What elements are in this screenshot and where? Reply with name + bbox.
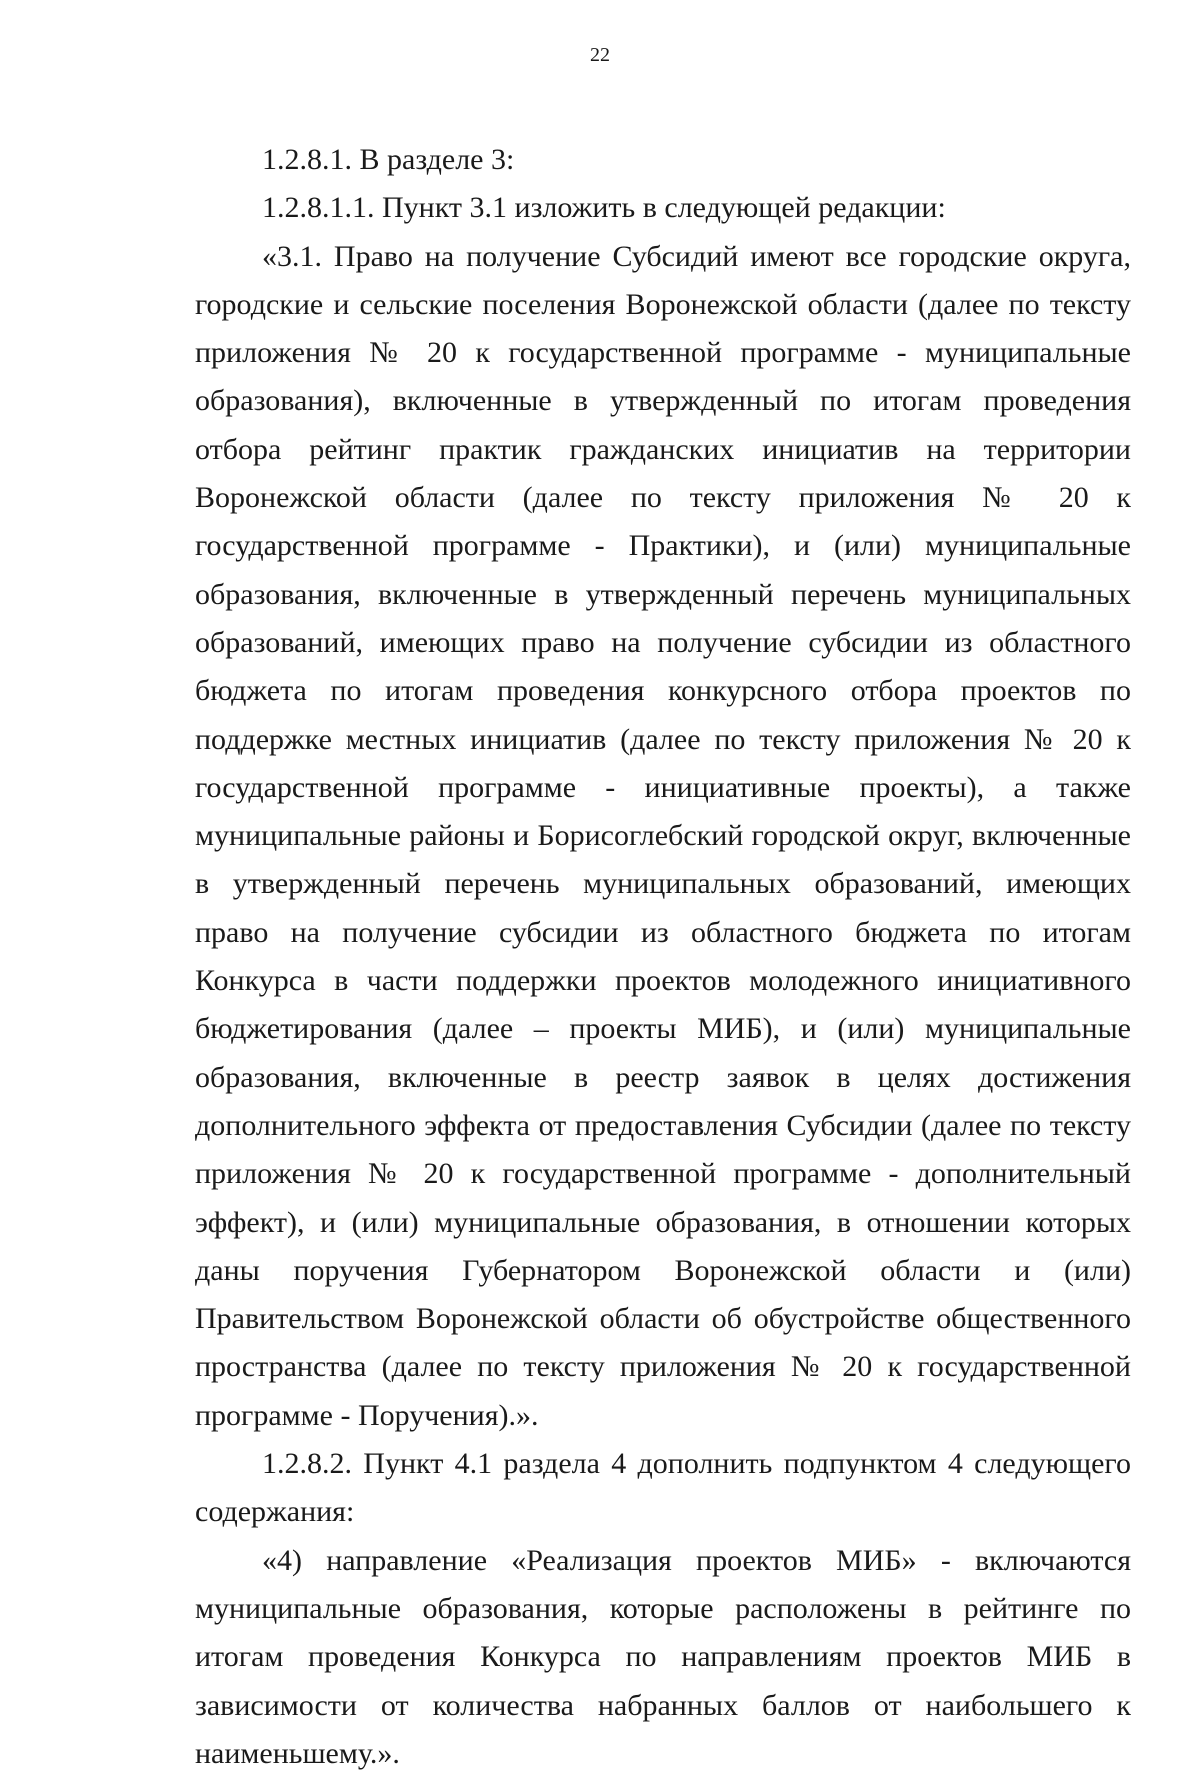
- paragraph-clause-3-1: «3.1. Право на получение Субсидий имеют все городские округа, городские и сельские поселения Воронежской области (далее по тексту приложения № 20 к государственной программе - муниципальные образования), включенные в утвержденный по итогам проведения отбора рейтинг практик гражданских инициатив на территории Воронежской области (далее по тексту приложения № 20 к государственной программе - Практики), и (или) муниципальные образования, включенные в утвержденный перечень муниципальных образований, имеющих право на получение субсидии из областного бюджета по итогам проведения конкурсного отбора проектов по поддержке местных инициатив (далее по тексту приложения № 20 к государственной программе - инициативные проекты), а также муниципальные районы и Борисоглебский городской округ, включенные в утвержденный перечень муниципальных образований, имеющих право на получение субсидии из областного бюджета по итогам Конкурса в части поддержки проектов молодежного инициативного бюджетирования (далее – проекты МИБ), и (или) муниципальные образования, включенные в реестр заявок в целях достижения дополнительного эффекта от предоставления Субсидии (далее по тексту приложения № 20 к государственной программе - дополнительный эффект), и (или) муниципальные образования, в отношении которых даны поручения Губернатором Воронежской области и (или) Правительством Воронежской области об обустройстве общественного пространства (далее по тексту приложения № 20 к государственной программе - Поручения).».: [195, 239, 1131, 1432]
- paragraph-clause-4-1-amendment: 1.2.8.2. Пункт 4.1 раздела 4 дополнить подпунктом 4 следующего содержания:: [195, 1447, 1131, 1529]
- paragraph-amendment-intro: 1.2.8.1.1. Пункт 3.1 изложить в следующей редакции:: [262, 191, 946, 225]
- paragraph-subclause-4: «4) направление «Реализация проектов МИБ» - включаются муниципальные образования, которые расположены в рейтинге по итогам проведения Конкурса по направлениям проектов МИБ в зависимости от количества набранных баллов от наибольшего к наименьшему.».: [195, 1543, 1131, 1770]
- paragraph-section-heading: 1.2.8.1. В разделе 3:: [262, 143, 515, 176]
- page-number: 22: [590, 44, 610, 66]
- document-body: [195, 136, 1131, 1778]
